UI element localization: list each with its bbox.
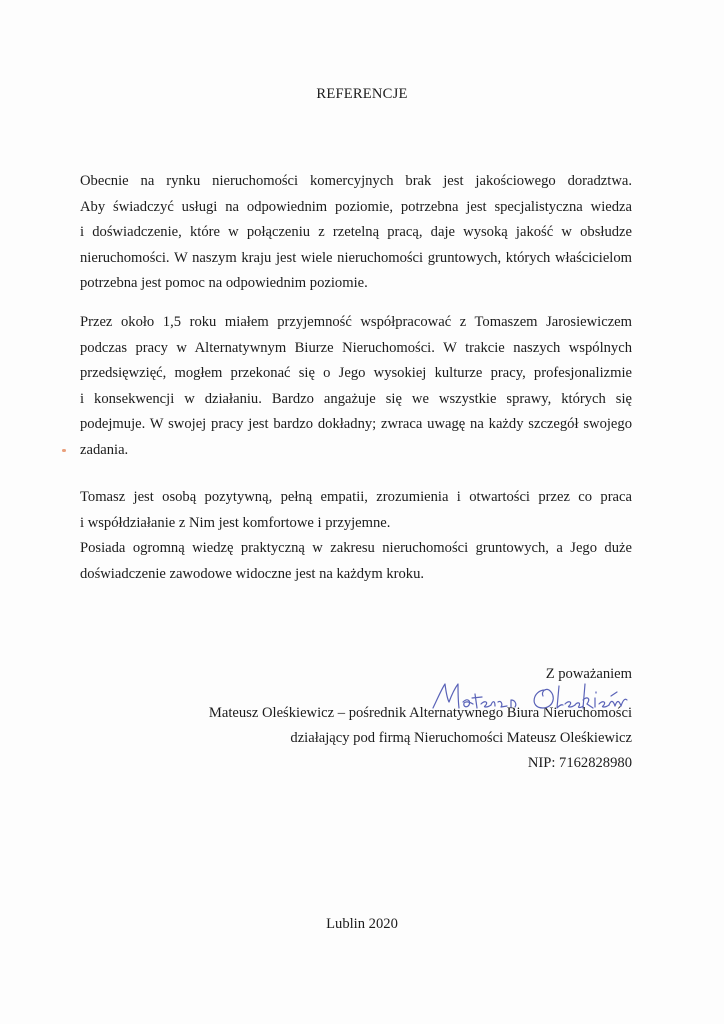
paragraph-line: przedsięwzięć, mogłem przekonać się o Jego wysokiej kulturze pracy, profesjonalizmie (80, 365, 632, 381)
paragraph-line: nieruchomości. W naszym kraju jest wiele nieruchomości gruntowych, których właścicielom (80, 249, 632, 266)
paragraph-line: Tomasz jest osobą pozytywną, pełną empatii, zrozumienia i otwartości przez co praca (80, 489, 632, 505)
paragraph-line: i doświadczenie, które w połączeniu z rzetelną pracą, daje wysoką jakość w obsłudze (80, 224, 632, 240)
paragraph-line: doświadczenie zawodowe widoczne jest na każdym kroku. (80, 565, 425, 582)
signer-line-1: Mateusz Oleśkiewicz – pośrednik Alternatywnego Biura Nieruchomości (208, 705, 632, 721)
paragraph-3 (80, 485, 632, 587)
paragraph-line: potrzebna jest pomoc na odpowiednim poziomie. (80, 275, 368, 291)
paragraph-2 (80, 310, 632, 463)
paragraph-line: Aby świadczyć usługi na odpowiednim poziomie, potrzebna jest specjalistyczna wiedza (80, 198, 632, 215)
paragraph-line: i współdziałanie z Nim jest komfortowe i przyjemne. (80, 514, 391, 531)
signer-line-2: działający pod firmą Nieruchomości Mateusz Oleśkiewicz (290, 730, 632, 746)
document-title: REFERENCJE (316, 86, 408, 102)
paragraph-line: Przez około 1,5 roku miałem przyjemność współpracować z Tomaszem Jarosiewiczem (80, 314, 632, 330)
paragraph-line: Obecnie na rynku nieruchomości komercyjnych brak jest jakościowego doradztwa. (80, 173, 632, 189)
paragraph-line: podczas pracy w Alternatywnym Biurze Nieruchomości. W trakcie naszych wspólnych (80, 339, 632, 356)
paragraph-line: podejmuje. W swojej pracy jest bardzo dokładny; zwraca uwagę na każdy szczegół swojego (80, 416, 632, 432)
place-and-date: Lublin 2020 (326, 916, 398, 932)
paragraph-line: zadania. (80, 441, 129, 458)
paragraph-line: Posiada ogromną wiedzę praktyczną w zakresu nieruchomości gruntowych, a Jego duże (80, 540, 632, 556)
nip: NIP: 7162828980 (527, 755, 632, 771)
paragraph-line: i konsekwencji w działaniu. Bardzo angażuje się we wszystkie sprawy, których się (80, 390, 632, 407)
handwritten-signature (425, 678, 635, 716)
salutation: Z poważaniem (545, 666, 632, 682)
stray-mark (62, 449, 66, 452)
paragraph-1 (80, 169, 632, 297)
